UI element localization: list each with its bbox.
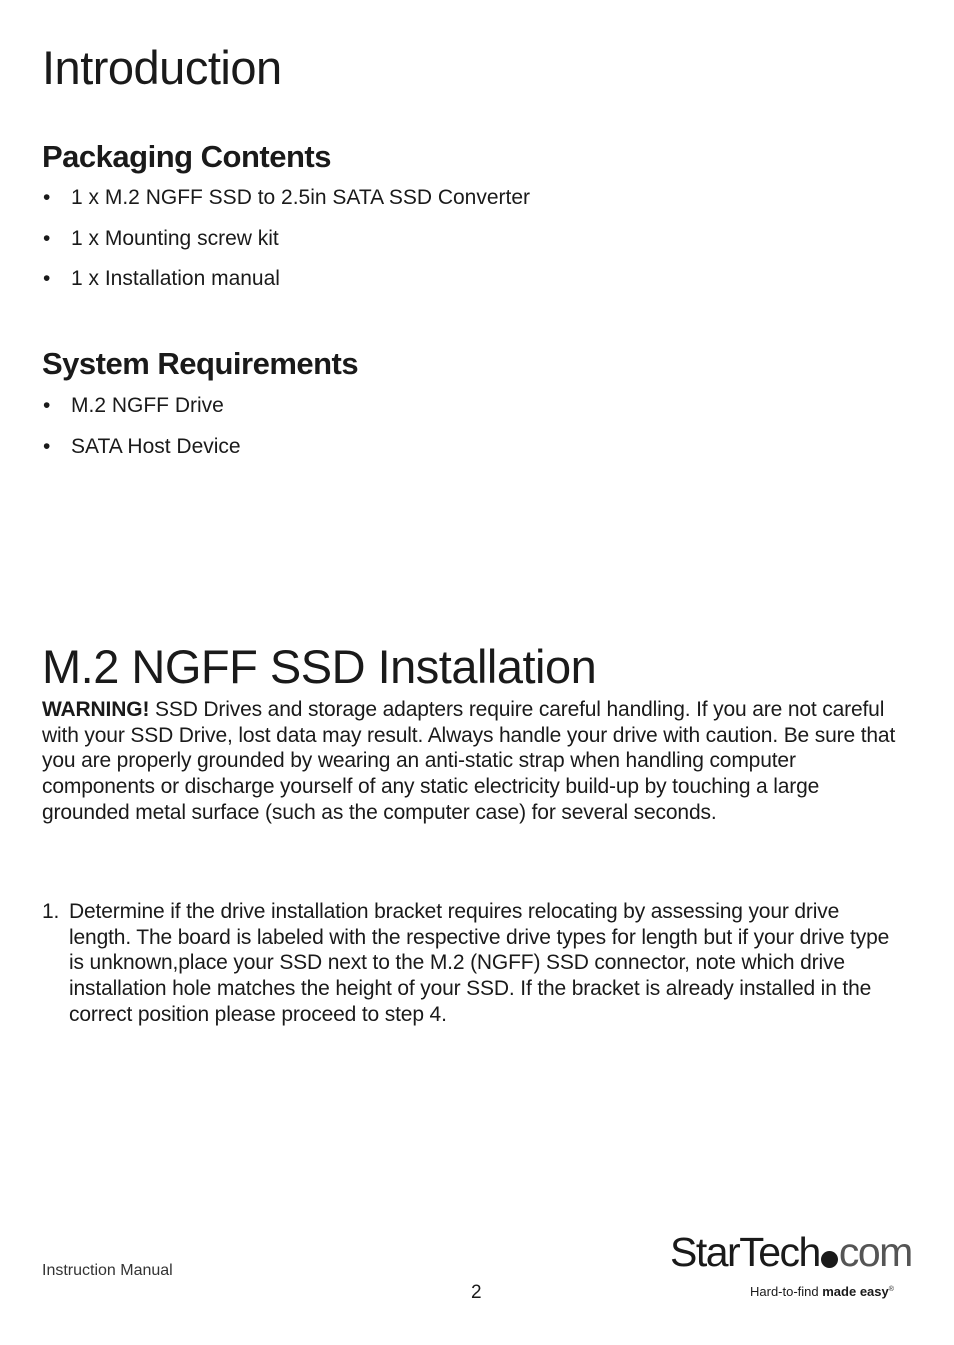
logo-wordmark: StarTech com	[670, 1229, 912, 1275]
introduction-heading: Introduction	[42, 41, 282, 94]
bullet-icon: •	[43, 186, 51, 209]
list-item: • SATA Host Device	[42, 435, 241, 476]
packaging-contents-list	[42, 186, 530, 308]
bullet-icon: •	[43, 434, 51, 458]
list-item: • 1 x M.2 NGFF SSD to 2.5in SATA SSD Converter	[42, 186, 530, 227]
bullet-icon: •	[43, 267, 51, 290]
installation-step	[42, 899, 904, 1028]
bullet-icon: •	[43, 226, 51, 250]
packaging-contents-heading: Packaging Contents	[42, 139, 331, 174]
step-text: Determine if the drive installation bracket requires relocating by assessing your drive length. The board is labeled with the respective drive types for length but if your drive type is unknown,place your SSD next to the M.2 (NGFF) SSD connector, note which drive installation hole matches the height of your SSD. If the bracket is already installed in the correct position please proceed to step 4.	[69, 900, 890, 1026]
system-requirements-heading: System Requirements	[42, 346, 359, 381]
warning-text: SSD Drives and storage adapters require careful handling. If you are not careful with your SSD Drive, lost data may result. Always handle your drive with caution. Be sure that you are properly grounded by wearing an anti-static strap when handling computer components or discharge yourself of any static electricity build-up by touching a large grounded metal surface (such as the computer case) for several seconds.	[42, 698, 896, 824]
warning-paragraph	[42, 697, 904, 826]
startech-logo	[670, 1229, 912, 1304]
system-requirements-list	[42, 394, 241, 475]
list-item: • M.2 NGFF Drive	[42, 394, 241, 435]
logo-dot-icon	[821, 1251, 838, 1268]
installation-heading: M.2 NGFF SSD Installation	[42, 640, 597, 693]
page-number: 2	[471, 1282, 482, 1303]
warning-label: WARNING!	[42, 698, 150, 721]
logo-tagline: Hard-to-find made easy®	[750, 1284, 894, 1299]
list-item: • 1 x Installation manual	[42, 267, 530, 308]
footer-manual-label: Instruction Manual	[42, 1262, 173, 1279]
list-item: • 1 x Mounting screw kit	[42, 227, 530, 268]
bullet-icon: •	[43, 394, 51, 417]
step-number: 1.	[42, 900, 60, 923]
